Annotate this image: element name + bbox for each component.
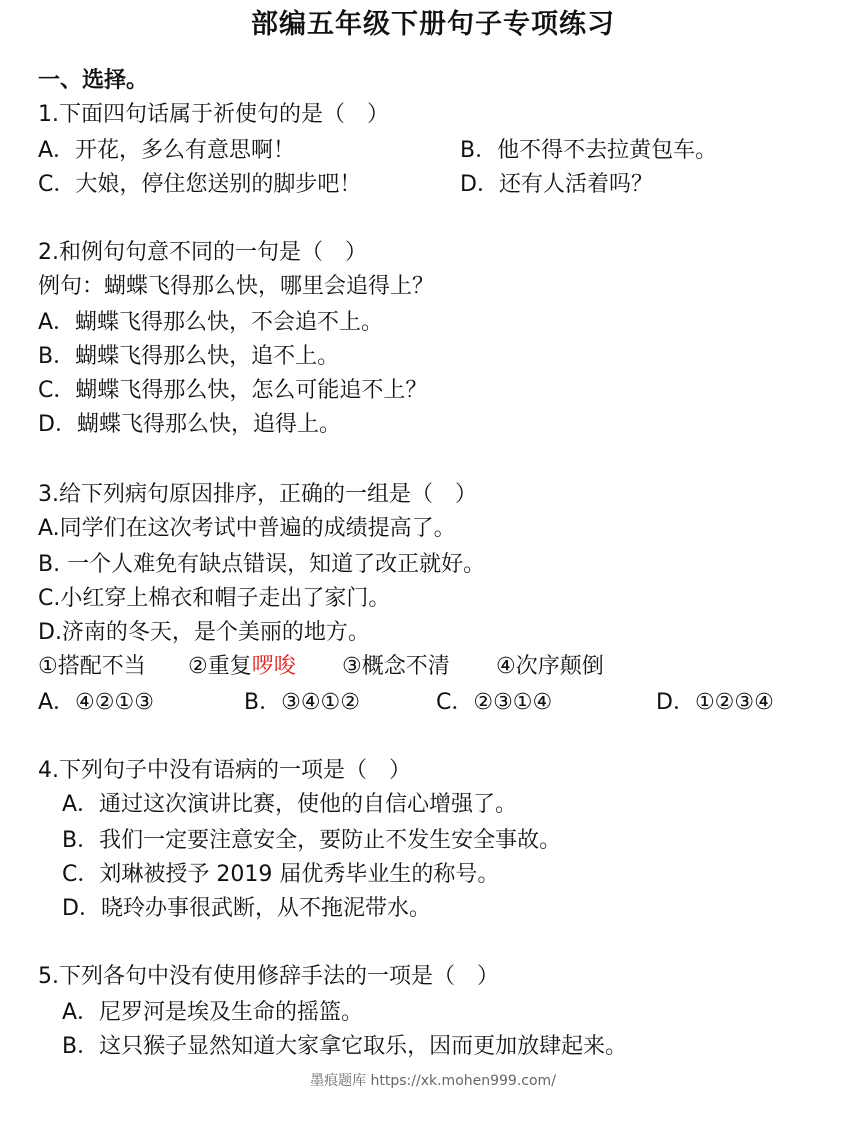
question-4-option-d: D．晓玲办事很武断，从不拖泥带水。 — [62, 896, 431, 921]
reason-2-highlight: 啰唆 — [251, 654, 296, 679]
question-2-option-d: D．蝴蝶飞得那么快，追得上。 — [38, 412, 341, 437]
question-4-option-a: A．通过这次演讲比赛，使他的自信心增强了。 — [62, 792, 518, 817]
reason-2-label: ②重复 — [188, 654, 252, 679]
question-4-stem: 4.下列句子中没有语病的一项是（ ） — [38, 758, 411, 783]
question-3-reason-3: ③概念不清 — [342, 654, 450, 679]
question-3-stem: 3.给下列病句原因排序，正确的一组是（ ） — [38, 482, 477, 507]
question-1-stem: 1.下面四句话属于祈使句的是（ ） — [38, 102, 389, 127]
question-2-option-b: B．蝴蝶飞得那么快，追不上。 — [38, 344, 340, 369]
question-5-option-a: A．尼罗河是埃及生命的摇篮。 — [62, 1000, 364, 1025]
question-3-option-b: B．③④①② — [244, 690, 360, 715]
question-4-option-c: C．刘琳被授予 2019 届优秀毕业生的称号。 — [62, 862, 500, 887]
question-2-example: 例句：蝴蝶飞得那么快，哪里会追得上？ — [38, 274, 435, 299]
question-3-option-d: D．①②③④ — [656, 690, 774, 715]
question-3-sentence-b: B. 一个人难免有缺点错误，知道了改正就好。 — [38, 552, 486, 577]
question-1-option-b: B．他不得不去拉黄包车。 — [460, 138, 718, 163]
question-3-reason-4: ④次序颠倒 — [496, 654, 604, 679]
section-heading: 一、选择。 — [38, 68, 149, 93]
question-3-sentence-a: A.同学们在这次考试中普遍的成绩提高了。 — [38, 516, 456, 541]
page-title: 部编五年级下册句子专项练习 — [251, 9, 615, 40]
question-5-option-b: B．这只猴子显然知道大家拿它取乐，因而更加放肆起来。 — [62, 1034, 628, 1059]
question-2-option-a: A．蝴蝶飞得那么快，不会追不上。 — [38, 310, 384, 335]
question-2-stem: 2.和例句句意不同的一句是（ ） — [38, 240, 367, 265]
question-1-option-d: D．还有人活着吗？ — [460, 172, 653, 197]
question-3-sentence-d: D.济南的冬天，是个美丽的地方。 — [38, 620, 370, 645]
question-3-reason-2 — [188, 652, 296, 682]
question-1-option-c: C．大娘，停住您送别的脚步吧！ — [38, 172, 362, 197]
question-3-option-a: A．④②①③ — [38, 690, 154, 715]
footer-watermark: 墨痕题库 https://xk.mohen999.com/ — [310, 1073, 556, 1089]
question-1-option-a: A．开花，多么有意思啊！ — [38, 138, 296, 163]
question-3-reason-1: ①搭配不当 — [38, 654, 146, 679]
question-2-option-c: C．蝴蝶飞得那么快，怎么可能追不上？ — [38, 378, 428, 403]
question-3-option-c: C．②③①④ — [436, 690, 553, 715]
question-5-stem: 5.下列各句中没有使用修辞手法的一项是（ ） — [38, 964, 499, 989]
question-4-option-b: B．我们一定要注意安全，要防止不发生安全事故。 — [62, 828, 562, 853]
question-3-sentence-c: C.小红穿上棉衣和帽子走出了家门。 — [38, 586, 391, 611]
